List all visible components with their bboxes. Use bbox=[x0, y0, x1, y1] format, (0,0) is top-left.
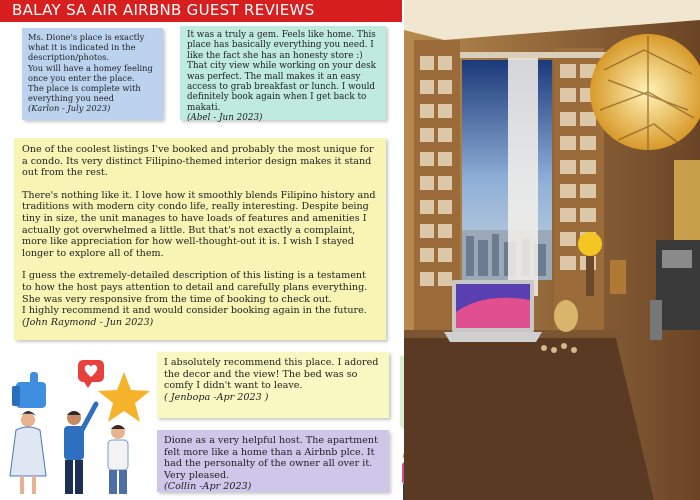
review-note-collin bbox=[157, 430, 389, 492]
page-title: BALAY SA AIR AIRBNB GUEST REVIEWS bbox=[12, 1, 315, 19]
review-paragraph-3: I guess the extremely-detailed description of this listing is a testament to how the host pays attention to detail and carefully plans everything. She was very responsive from the time of booking to check out. I highly recommend it and would consider booking again in the future. bbox=[22, 270, 368, 317]
review-note-abel bbox=[180, 26, 386, 124]
review-signature: ( Jenbopa -Apr 2023 ) bbox=[164, 391, 269, 403]
laptop bbox=[444, 280, 542, 342]
review-text: It was a truly a gem. Feels like home. This place has basically everything you need. I like the fact she has an honesty store :) That city view while working on your desk was perfect. The mall makes it an easy access to grab breakfast or lunch. I would definitely book again when I get back to makati. bbox=[187, 30, 376, 113]
review-signature: (Collin -Apr 2023) bbox=[164, 481, 252, 493]
review-signature: (John Raymond - Jun 2023) bbox=[22, 316, 154, 328]
thumbs-up-icon bbox=[12, 372, 46, 408]
review-paragraph-2: There's nothing like it. I love how it smoothly blends Filipino history and traditions with modern city condo life, really interesting. Despite being tiny in size, the unit manages to have loads of features and amenities I actually got overwhelmed a little. But that's not exactly a complaint, more like appreciation for how well-thought-out it is. I wish I stayed longer to explore all of them. bbox=[22, 189, 376, 259]
title-banner bbox=[0, 0, 402, 22]
review-text: Ms. Dione's place is exactly what it is indicated in the description/photos. You will have a homey feeling once you enter the place. The place is complete with everything you need bbox=[28, 32, 153, 104]
review-signature: (Karlon - July 2023) bbox=[28, 103, 111, 114]
review-signature: (Abel - Jun 2023) bbox=[187, 113, 263, 124]
review-note-karlon bbox=[22, 28, 163, 120]
review-text: I absolutely recommend this place. I adored the decor and the view! The bed was so comfy I didn't want to leave. bbox=[164, 357, 379, 392]
review-note-jenbopa bbox=[157, 352, 389, 418]
condo-interior-photo bbox=[404, 0, 700, 500]
review-text: Dione as a very helpful host. The apartment felt more like a home than a Airbnb plce. It had the personalty of the owner all over it. Very pleased. bbox=[164, 435, 378, 481]
review-paragraph-1: One of the coolest listings I've booked and probably the most unique for a condo. Its very distinct Filipino-themed interior design makes it stand out from the rest. bbox=[22, 144, 374, 179]
review-note-john-raymond bbox=[14, 138, 386, 340]
star-icon bbox=[98, 372, 150, 422]
heart-bubble-icon bbox=[78, 360, 104, 388]
review-people-illustration-left bbox=[6, 358, 152, 498]
